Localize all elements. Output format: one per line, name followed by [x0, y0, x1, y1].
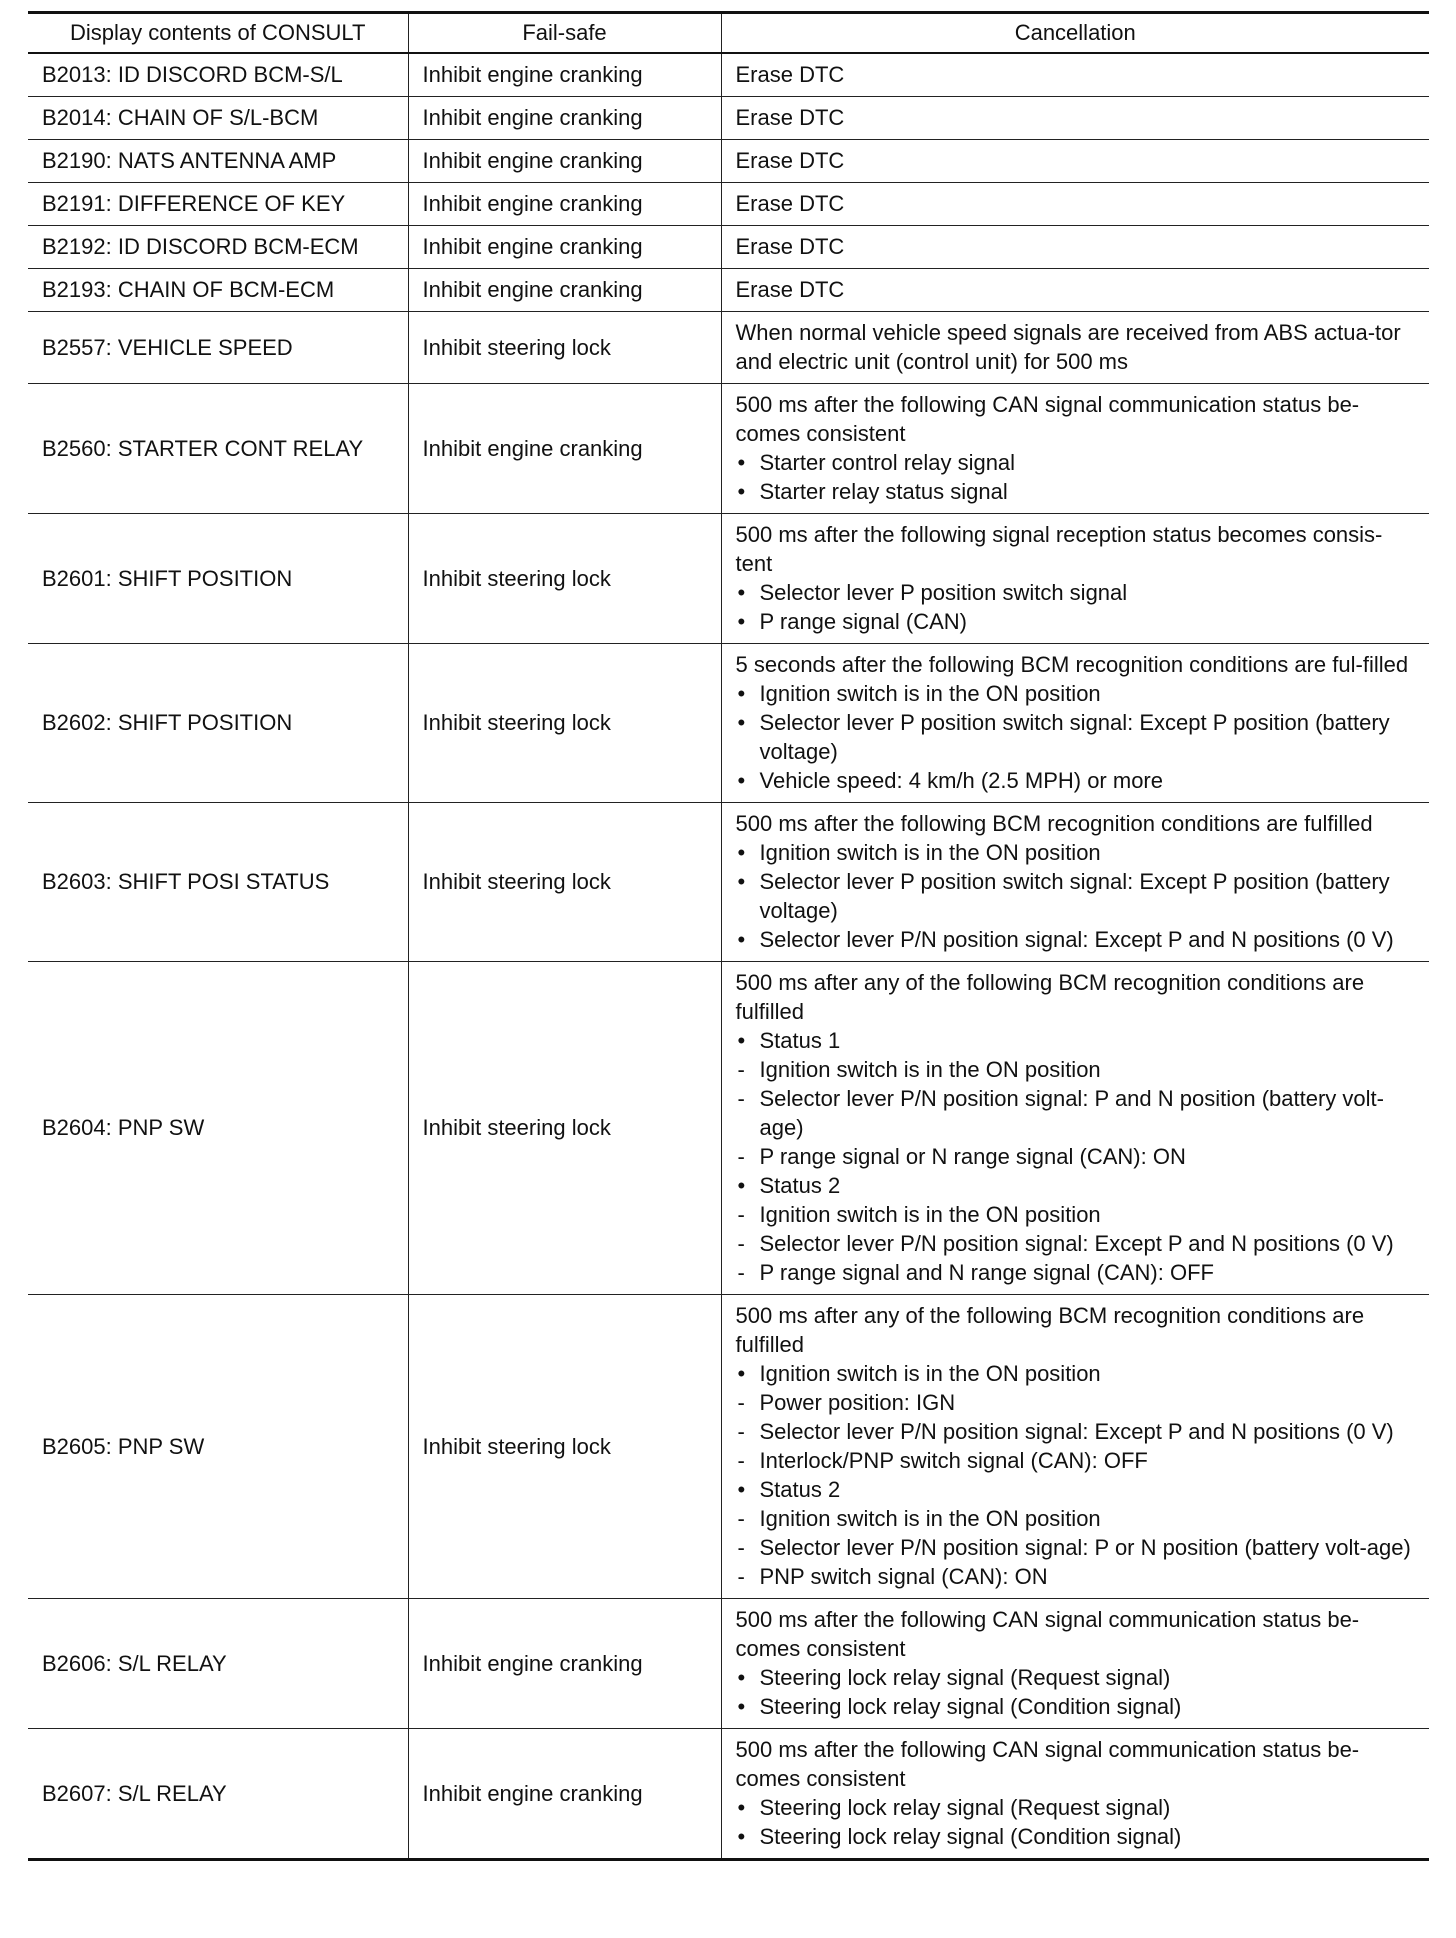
fail-safe-cell: Inhibit engine cranking [408, 384, 721, 514]
condition-text: Power position: IGN [759, 1390, 956, 1415]
condition-item [736, 1446, 1416, 1475]
display-contents-cell: B2192: ID DISCORD BCM-ECM [28, 226, 408, 269]
table-row [28, 53, 1429, 97]
cancellation-text: 500 ms after the following CAN signal communication status be-comes consistent [735, 392, 1360, 446]
condition-text: Ignition switch is in the ON position [759, 1202, 1101, 1227]
condition-item [736, 1504, 1416, 1533]
condition-text: Selector lever P position switch signal [759, 580, 1128, 605]
fail-safe-cell: Inhibit engine cranking [408, 226, 721, 269]
condition-item [736, 925, 1416, 954]
dash-icon: - [737, 1448, 745, 1473]
condition-text: PNP switch signal (CAN): ON [759, 1564, 1048, 1589]
fail-safe-cell: Inhibit steering lock [408, 644, 721, 803]
header-fail-safe: Fail-safe [408, 13, 721, 54]
fail-safe-cell: Inhibit engine cranking [408, 1729, 721, 1860]
bullet-icon: • [737, 580, 746, 605]
condition-text: Selector lever P/N position signal: P or N position (battery volt-age) [759, 1535, 1411, 1560]
fail-safe-cell: Inhibit steering lock [408, 514, 721, 644]
table-row [28, 226, 1429, 269]
fail-safe-cell: Inhibit steering lock [408, 1295, 721, 1599]
bullet-icon: • [737, 1477, 746, 1502]
bullet-icon: • [737, 1694, 746, 1719]
condition-text: Ignition switch is in the ON position [759, 1057, 1101, 1082]
condition-item [736, 1055, 1416, 1084]
bullet-icon: • [737, 927, 746, 952]
fail-safe-cell: Inhibit engine cranking [408, 269, 721, 312]
condition-item [736, 1171, 1416, 1200]
cancellation-cell [721, 803, 1429, 962]
dash-icon: - [737, 1506, 745, 1531]
cancellation-text: Erase DTC [735, 62, 845, 87]
fail-safe-cell: Inhibit engine cranking [408, 97, 721, 140]
dash-icon: - [737, 1086, 745, 1111]
condition-text: Interlock/PNP switch signal (CAN): OFF [759, 1448, 1148, 1473]
bullet-icon: • [737, 681, 746, 706]
condition-text: Selector lever P position switch signal: Except P position (battery voltage) [759, 869, 1390, 923]
dash-icon: - [737, 1260, 745, 1285]
dash-icon: - [737, 1419, 745, 1444]
display-contents-cell: B2557: VEHICLE SPEED [28, 312, 408, 384]
dash-icon: - [737, 1057, 745, 1082]
condition-text: Selector lever P/N position signal: Except P and N positions (0 V) [759, 1419, 1394, 1444]
condition-item [736, 477, 1416, 506]
bullet-icon: • [737, 1028, 746, 1053]
header-row [28, 13, 1429, 54]
table-body [28, 53, 1429, 1860]
condition-item [736, 1533, 1416, 1562]
cancellation-text: Erase DTC [735, 105, 845, 130]
condition-item [736, 1142, 1416, 1171]
condition-item [736, 1793, 1416, 1822]
cancellation-cell [721, 312, 1429, 384]
dash-icon: - [737, 1144, 745, 1169]
cancellation-cell [721, 269, 1429, 312]
table-row [28, 384, 1429, 514]
condition-item [736, 1200, 1416, 1229]
table-row [28, 140, 1429, 183]
condition-item [736, 1026, 1416, 1055]
cancellation-text: 500 ms after the following BCM recognition conditions are fulfilled [735, 811, 1373, 836]
condition-item [736, 708, 1416, 766]
condition-item [736, 607, 1416, 636]
condition-text: Steering lock relay signal (Condition signal) [759, 1694, 1182, 1719]
table-row [28, 269, 1429, 312]
display-contents-cell: B2013: ID DISCORD BCM-S/L [28, 53, 408, 97]
dash-icon: - [737, 1231, 745, 1256]
cancellation-text: 500 ms after the following signal reception status becomes consis-tent [735, 522, 1383, 576]
table-row [28, 514, 1429, 644]
display-contents-cell: B2193: CHAIN OF BCM-ECM [28, 269, 408, 312]
condition-text: P range signal and N range signal (CAN): OFF [759, 1260, 1214, 1285]
condition-list [736, 1359, 1416, 1591]
cancellation-cell [721, 226, 1429, 269]
table-row [28, 183, 1429, 226]
cancellation-cell [721, 1599, 1429, 1729]
fail-safe-cell: Inhibit engine cranking [408, 53, 721, 97]
table-row [28, 962, 1429, 1295]
table-row [28, 1295, 1429, 1599]
display-contents-cell: B2606: S/L RELAY [28, 1599, 408, 1729]
cancellation-cell [721, 140, 1429, 183]
condition-list [736, 838, 1416, 954]
bullet-icon: • [737, 1795, 746, 1820]
cancellation-text: 500 ms after any of the following BCM recognition conditions are fulfilled [735, 1303, 1365, 1357]
condition-text: Steering lock relay signal (Request signal) [759, 1795, 1171, 1820]
condition-text: Ignition switch is in the ON position [759, 1361, 1101, 1386]
condition-item [736, 679, 1416, 708]
condition-text: Ignition switch is in the ON position [759, 840, 1101, 865]
dash-icon: - [737, 1564, 745, 1589]
display-contents-cell: B2014: CHAIN OF S/L-BCM [28, 97, 408, 140]
condition-item [736, 1822, 1416, 1851]
dash-icon: - [737, 1202, 745, 1227]
cancellation-text: 500 ms after the following CAN signal communication status be-comes consistent [735, 1737, 1360, 1791]
display-contents-cell: B2560: STARTER CONT RELAY [28, 384, 408, 514]
condition-text: Vehicle speed: 4 km/h (2.5 MPH) or more [759, 768, 1163, 793]
condition-text: Selector lever P/N position signal: Except P and N positions (0 V) [759, 1231, 1394, 1256]
bullet-icon: • [737, 1824, 746, 1849]
condition-text: Steering lock relay signal (Request signal) [759, 1665, 1171, 1690]
display-contents-cell: B2604: PNP SW [28, 962, 408, 1295]
bullet-icon: • [737, 450, 746, 475]
bullet-icon: • [737, 1665, 746, 1690]
condition-text: Status 2 [759, 1477, 841, 1502]
display-contents-cell: B2601: SHIFT POSITION [28, 514, 408, 644]
cancellation-text: 5 seconds after the following BCM recognition conditions are ful-filled [735, 652, 1409, 677]
condition-text: P range signal (CAN) [759, 609, 967, 634]
bullet-icon: • [737, 609, 746, 634]
condition-text: Selector lever P/N position signal: P and N position (battery volt-age) [759, 1086, 1384, 1140]
condition-text: Ignition switch is in the ON position [759, 681, 1101, 706]
condition-item [736, 867, 1416, 925]
condition-item [736, 1258, 1416, 1287]
table-row [28, 312, 1429, 384]
header-cancellation: Cancellation [721, 13, 1429, 54]
bullet-icon: • [737, 479, 746, 504]
condition-text: Status 1 [759, 1028, 841, 1053]
table-header [28, 13, 1429, 54]
display-contents-cell: B2191: DIFFERENCE OF KEY [28, 183, 408, 226]
condition-item [736, 1692, 1416, 1721]
condition-item [736, 1663, 1416, 1692]
condition-item [736, 766, 1416, 795]
bullet-icon: • [737, 1361, 746, 1386]
fail-safe-cell: Inhibit engine cranking [408, 1599, 721, 1729]
display-contents-cell: B2605: PNP SW [28, 1295, 408, 1599]
table-row [28, 803, 1429, 962]
condition-item [736, 1562, 1416, 1591]
condition-list [736, 1026, 1416, 1287]
condition-item [736, 448, 1416, 477]
cancellation-text: Erase DTC [735, 191, 845, 216]
condition-text: Status 2 [759, 1173, 841, 1198]
condition-text: P range signal or N range signal (CAN): ON [759, 1144, 1186, 1169]
condition-list [736, 1793, 1416, 1851]
cancellation-text: Erase DTC [735, 148, 845, 173]
table-row [28, 1599, 1429, 1729]
cancellation-cell [721, 183, 1429, 226]
condition-item [736, 1359, 1416, 1388]
condition-list [736, 578, 1416, 636]
cancellation-cell [721, 1729, 1429, 1860]
fail-safe-cell: Inhibit engine cranking [408, 183, 721, 226]
condition-item [736, 1229, 1416, 1258]
display-contents-cell: B2603: SHIFT POSI STATUS [28, 803, 408, 962]
condition-text: Selector lever P position switch signal: Except P position (battery voltage) [759, 710, 1390, 764]
condition-text: Ignition switch is in the ON position [759, 1506, 1101, 1531]
cancellation-cell [721, 384, 1429, 514]
dash-icon: - [737, 1535, 745, 1560]
cancellation-cell [721, 53, 1429, 97]
condition-list [736, 1663, 1416, 1721]
fail-safe-cell: Inhibit steering lock [408, 803, 721, 962]
dash-icon: - [737, 1390, 745, 1415]
cancellation-cell [721, 514, 1429, 644]
condition-text: Starter control relay signal [759, 450, 1016, 475]
bullet-icon: • [737, 869, 746, 894]
cancellation-text: Erase DTC [735, 277, 845, 302]
table-row [28, 644, 1429, 803]
display-contents-cell: B2190: NATS ANTENNA AMP [28, 140, 408, 183]
condition-text: Starter relay status signal [759, 479, 1008, 504]
cancellation-text: When normal vehicle speed signals are received from ABS actua-tor and electric unit (control unit) for 500 ms [735, 320, 1401, 374]
cancellation-cell [721, 962, 1429, 1295]
failsafe-table [28, 11, 1429, 1861]
condition-item [736, 838, 1416, 867]
cancellation-cell [721, 1295, 1429, 1599]
cancellation-text: Erase DTC [735, 234, 845, 259]
condition-item [736, 1475, 1416, 1504]
condition-list [736, 448, 1416, 506]
condition-item [736, 578, 1416, 607]
cancellation-cell [721, 97, 1429, 140]
cancellation-text: 500 ms after the following CAN signal communication status be-comes consistent [735, 1607, 1360, 1661]
display-contents-cell: B2602: SHIFT POSITION [28, 644, 408, 803]
bullet-icon: • [737, 1173, 746, 1198]
condition-text: Selector lever P/N position signal: Except P and N positions (0 V) [759, 927, 1394, 952]
condition-item [736, 1417, 1416, 1446]
cancellation-cell [721, 644, 1429, 803]
bullet-icon: • [737, 768, 746, 793]
cancellation-text: 500 ms after any of the following BCM recognition conditions are fulfilled [735, 970, 1365, 1024]
table-row [28, 97, 1429, 140]
condition-item [736, 1084, 1416, 1142]
condition-text: Steering lock relay signal (Condition signal) [759, 1824, 1182, 1849]
fail-safe-cell: Inhibit steering lock [408, 312, 721, 384]
header-display-contents: Display contents of CONSULT [28, 13, 408, 54]
fail-safe-cell: Inhibit engine cranking [408, 140, 721, 183]
bullet-icon: • [737, 840, 746, 865]
condition-item [736, 1388, 1416, 1417]
bullet-icon: • [737, 710, 746, 735]
table-row [28, 1729, 1429, 1860]
condition-list [736, 679, 1416, 795]
display-contents-cell: B2607: S/L RELAY [28, 1729, 408, 1860]
fail-safe-cell: Inhibit steering lock [408, 962, 721, 1295]
